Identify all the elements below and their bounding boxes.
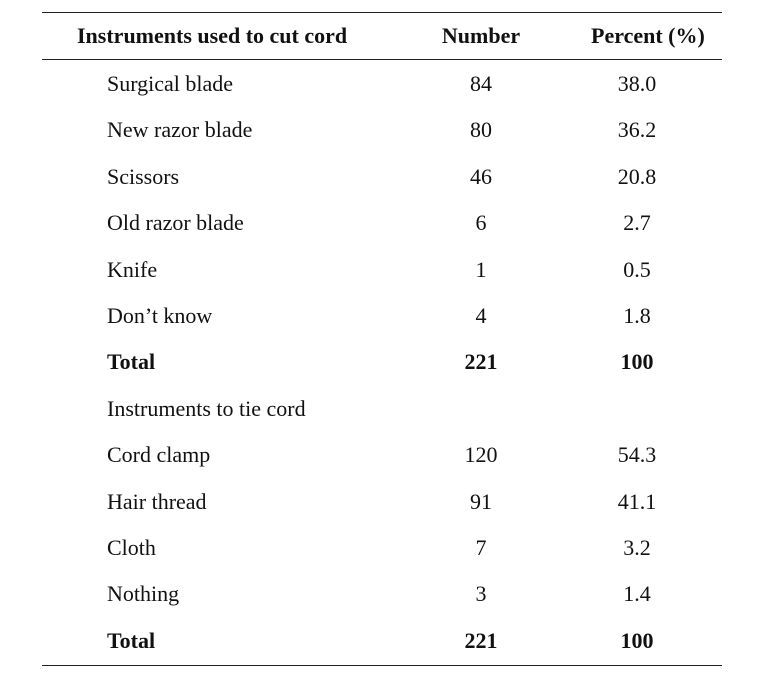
header-percent: Percent (%) xyxy=(591,23,705,48)
table-header-row xyxy=(42,13,722,59)
row-number: 221 xyxy=(464,627,498,653)
row-number: 4 xyxy=(475,303,487,328)
row-percent: 38.0 xyxy=(617,71,657,96)
row-percent: 100 xyxy=(620,627,654,653)
table-row xyxy=(42,432,722,478)
row-number: 120 xyxy=(464,442,498,468)
table-row xyxy=(42,479,722,525)
header-instruments: Instruments used to cut cord xyxy=(77,23,348,48)
table-row xyxy=(42,525,722,571)
row-percent: 2.7 xyxy=(623,210,651,236)
table-row xyxy=(42,386,722,432)
table-row xyxy=(42,154,722,200)
row-number: 221 xyxy=(464,349,498,375)
row-label: Scissors xyxy=(107,163,180,189)
row-label: Total xyxy=(107,627,156,653)
row-number: 1 xyxy=(475,256,487,282)
row-percent: 100 xyxy=(620,349,654,375)
row-label: New razor blade xyxy=(107,117,253,143)
row-percent: 1.8 xyxy=(623,303,651,328)
table-row xyxy=(42,247,722,293)
row-percent: 36.2 xyxy=(617,117,657,143)
row-percent: 20.8 xyxy=(617,163,657,189)
row-number: 6 xyxy=(475,210,487,236)
table-total-row xyxy=(42,339,722,385)
table-total-row xyxy=(42,618,722,664)
table-row xyxy=(42,571,722,617)
row-number: 84 xyxy=(470,71,492,96)
table-row xyxy=(42,107,722,153)
row-percent: 0.5 xyxy=(623,256,651,282)
row-label: Surgical blade xyxy=(107,71,234,96)
table-row xyxy=(42,293,722,339)
row-number: 3 xyxy=(475,581,487,607)
table-row xyxy=(42,61,722,107)
row-label: Hair thread xyxy=(107,488,207,514)
table-header-rule xyxy=(42,59,722,60)
row-label: Total xyxy=(107,349,156,375)
row-label: Knife xyxy=(107,256,158,282)
row-percent: 1.4 xyxy=(623,581,651,607)
row-label: Nothing xyxy=(107,581,180,607)
header-number: Number xyxy=(441,23,521,48)
row-label: Old razor blade xyxy=(107,210,244,236)
row-number: 91 xyxy=(470,488,492,514)
row-label: Don’t know xyxy=(107,303,213,328)
table-bottom-rule xyxy=(42,665,722,666)
row-percent: 41.1 xyxy=(617,488,657,514)
row-number: 80 xyxy=(470,117,492,143)
row-label: Instruments to tie cord xyxy=(107,395,306,421)
table-row xyxy=(42,200,722,246)
row-percent: 3.2 xyxy=(623,535,651,560)
row-percent: 54.3 xyxy=(617,442,657,468)
row-number: 7 xyxy=(475,535,487,560)
row-label: Cloth xyxy=(107,535,156,560)
row-number: 46 xyxy=(470,163,492,189)
row-label: Cord clamp xyxy=(107,442,211,468)
